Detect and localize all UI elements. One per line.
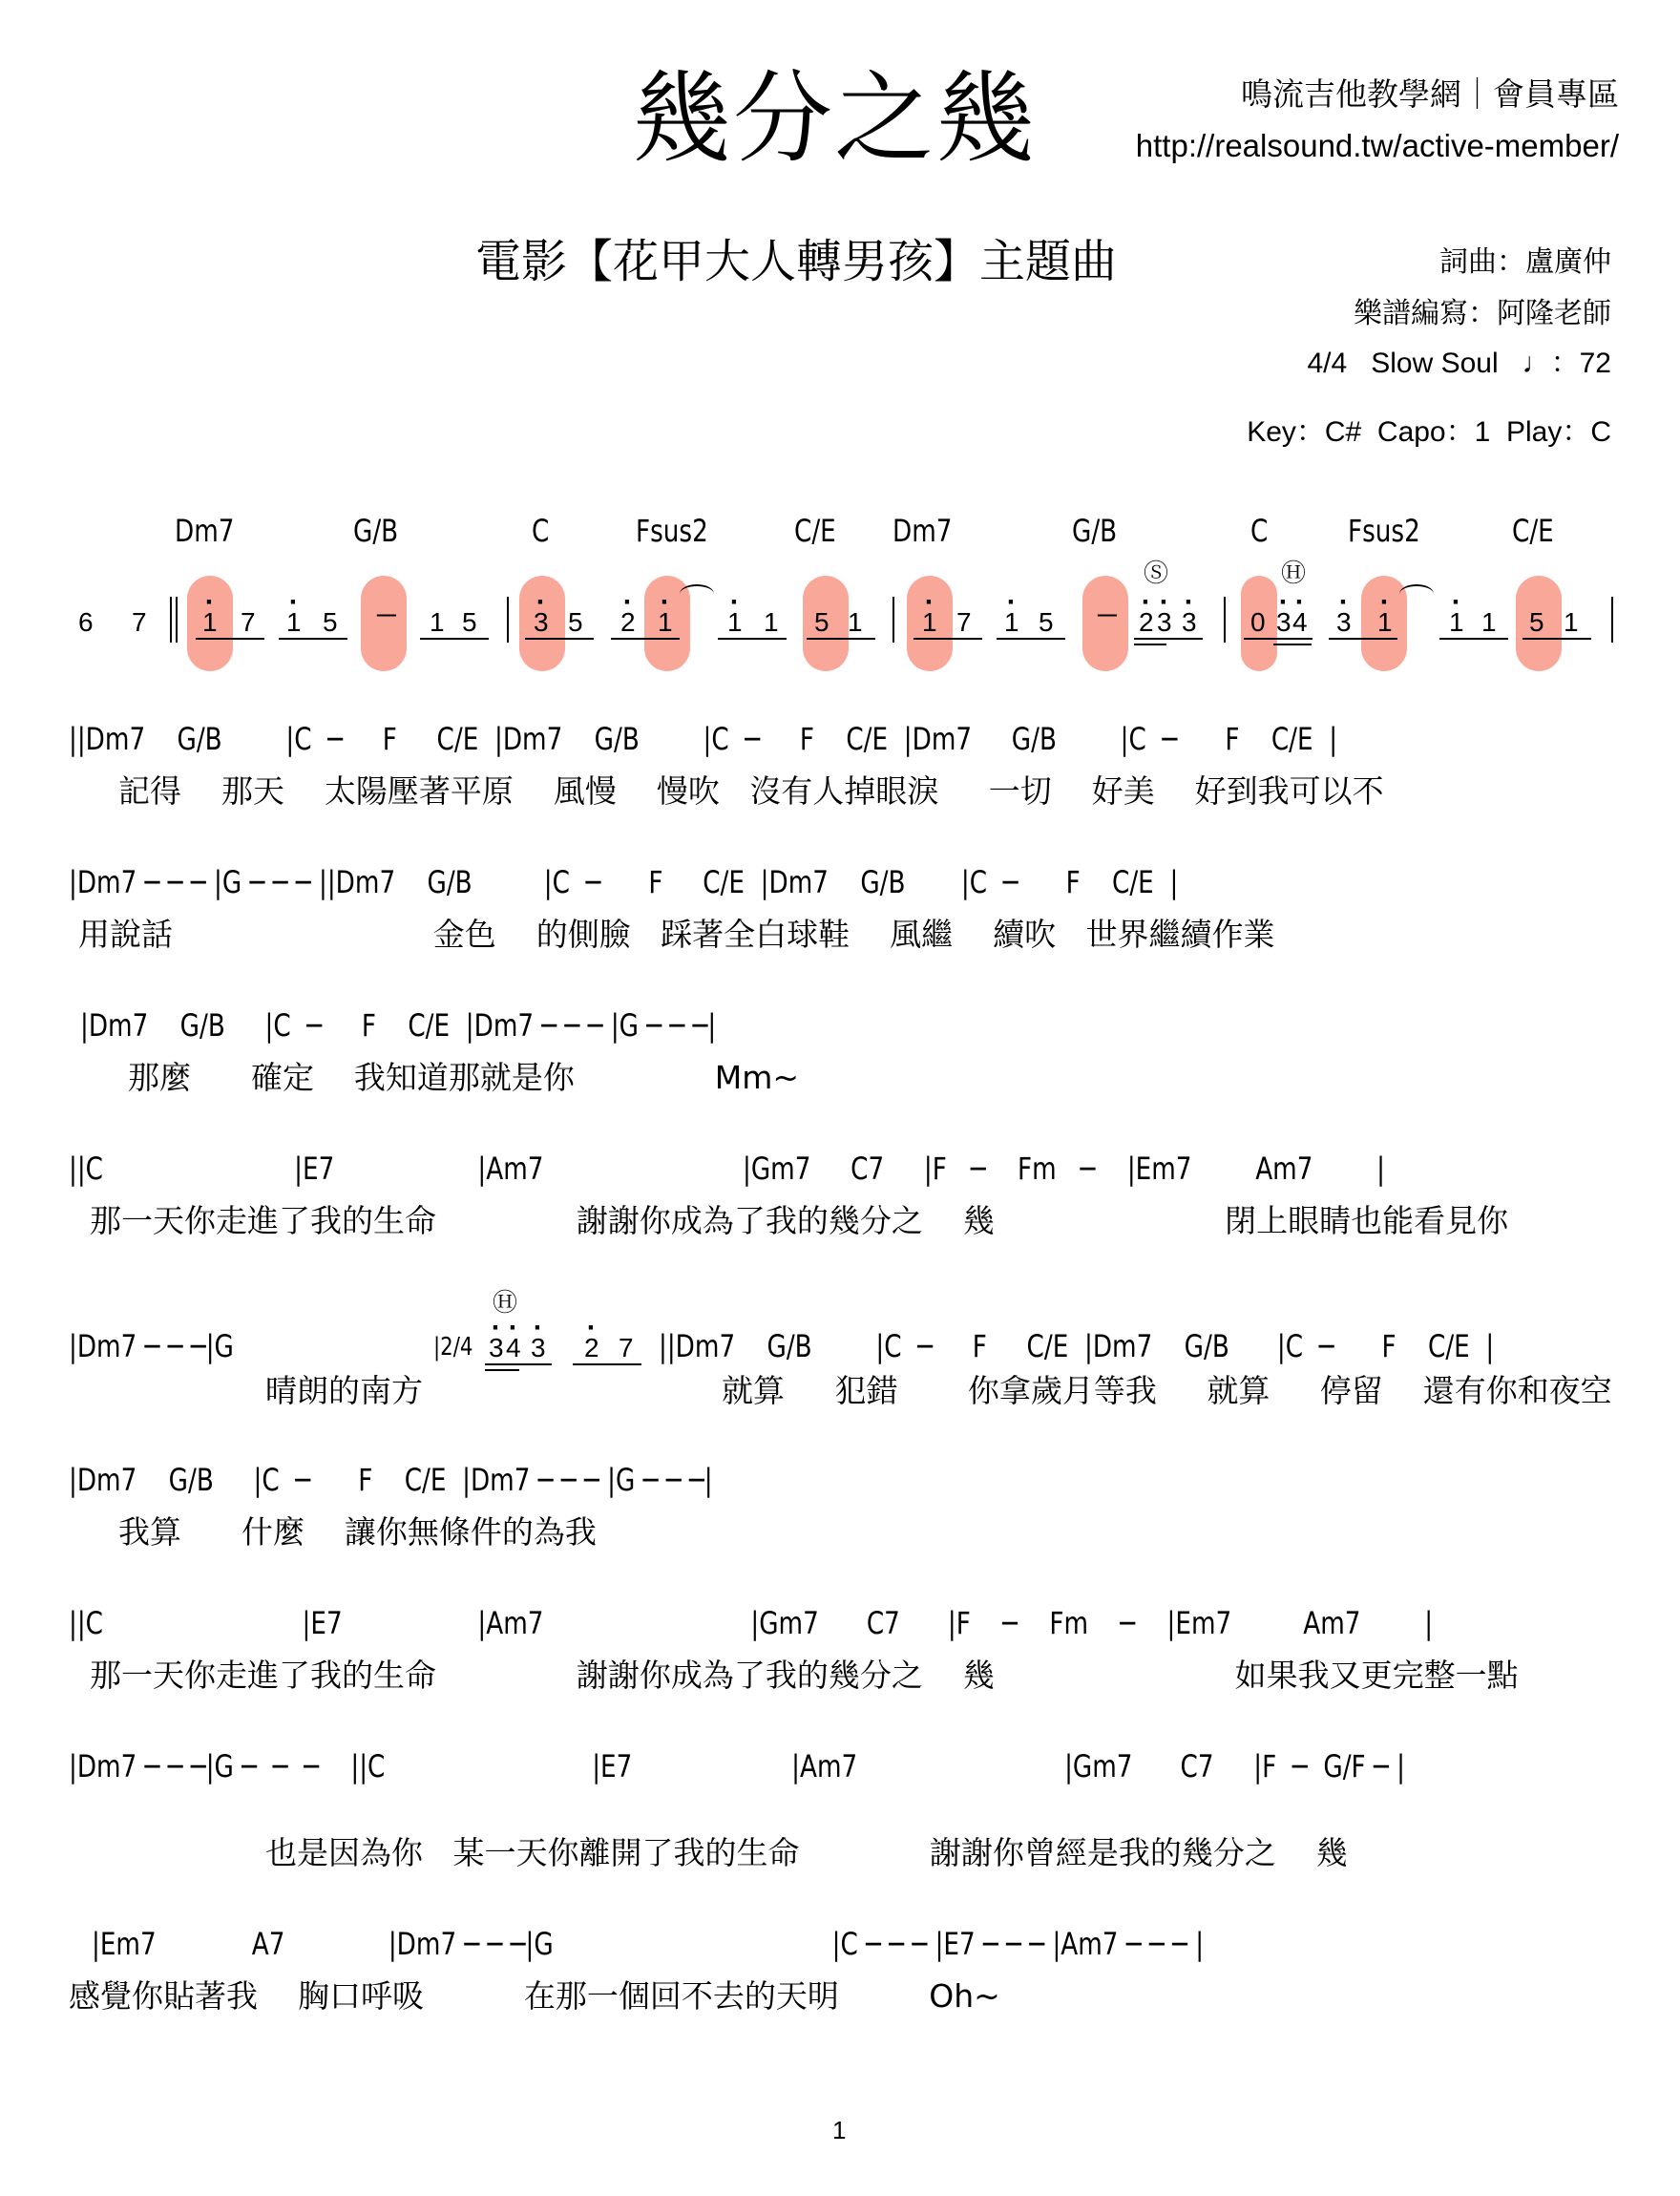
tie-mark <box>680 584 714 603</box>
note: · 1 <box>202 609 218 636</box>
chord-line: |Dm7 ─ ─ ─|G ─ ─ ─ ||C |E7 |Am7 |Gm7 C7 |F ─ G/F ─ | <box>69 1748 1405 1784</box>
chord-line: |Dm7 ─ ─ ─ |G ─ ─ ─ ||Dm7 G/B |C ─ F C/E |Dm7 G/B |C ─ F C/E | <box>69 864 1179 900</box>
note: 0 <box>1250 607 1266 637</box>
note: · 3 <box>1182 609 1197 636</box>
note: 5 <box>814 607 830 637</box>
barline <box>507 597 509 643</box>
lyric-line: 就算 犯錯 你拿歲月等我 就算 停留 還有你和夜空 <box>722 1372 1612 1409</box>
note: · 3 <box>1336 609 1352 636</box>
beam <box>807 638 875 640</box>
note: · 1 <box>922 609 937 636</box>
chord-line: ||C |E7 |Am7 |Gm7 C7 |F ─ Fm ─ |Em7 Am7 | <box>69 1605 1434 1641</box>
lyric-line: 那一天你走進了我的生命 謝謝你成為了我的幾分之 幾 如果我又更完整一點 <box>90 1657 1519 1694</box>
note: · 1 <box>727 609 743 636</box>
beam <box>1522 638 1591 640</box>
note: · 2 <box>1139 609 1154 636</box>
note: 1 <box>1481 607 1497 637</box>
note: · 2 <box>620 609 636 636</box>
lyric-line: 我算 什麼 讓你無條件的為我 <box>118 1513 597 1551</box>
note: · 1 <box>286 609 302 636</box>
arranger: 樂譜編寫：阿隆老師 <box>1354 297 1611 330</box>
intro-chord: Fsus2 <box>636 513 708 549</box>
note: · 1 <box>1004 609 1019 636</box>
note: 1 <box>1564 607 1579 637</box>
note: 7 <box>619 1333 634 1362</box>
note: ─ <box>377 600 396 629</box>
beam <box>718 638 787 640</box>
beam <box>420 638 489 640</box>
intro-chord: G/B <box>1072 513 1118 549</box>
chord-line: |Em7 A7 |Dm7 ─ ─ ─|G |C ─ ─ ─ |E7 ─ ─ ─ |Am7 ─ ─ ─ | <box>92 1926 1205 1962</box>
note: 7 <box>241 607 256 637</box>
chord-line: |Dm7 ─ ─ ─|G <box>69 1328 234 1364</box>
note: 5 <box>462 607 477 637</box>
intro-chord: Dm7 <box>892 513 953 549</box>
chord-line: ||C |E7 |Am7 |Gm7 C7 |F ─ Fm ─ |Em7 Am7 | <box>69 1151 1385 1187</box>
note: 1 <box>430 607 445 637</box>
lyric-line: 也是因為你 某一天你離開了我的生命 謝謝你曾經是我的幾分之 幾 <box>265 1834 1348 1871</box>
beam <box>611 638 680 640</box>
note: 5 <box>1039 607 1054 637</box>
beam <box>279 638 347 640</box>
note: · 3 <box>489 1335 504 1362</box>
barline <box>892 597 894 643</box>
hammer-on-mark: Ⓗ <box>493 1289 518 1318</box>
double-barline <box>176 597 178 643</box>
chord-line: |Dm7 G/B |C ─ F C/E |Dm7 ─ ─ ─ |G ─ ─ ─| <box>80 1007 717 1044</box>
note: 5 <box>568 607 583 637</box>
beam <box>196 638 264 640</box>
intro-chord: C/E <box>1512 513 1554 549</box>
site-name: 鳴流吉他教學網｜會員專區 <box>1241 75 1619 113</box>
lyricist-composer: 詞曲：盧廣仲 <box>1439 245 1611 279</box>
beam <box>1439 638 1508 640</box>
chord-line: ||Dm7 G/B |C ─ F C/E |Dm7 G/B |C ─ F C/E | <box>659 1328 1495 1364</box>
intro-chord: C <box>1250 513 1269 549</box>
beam <box>485 1369 519 1371</box>
beam <box>1329 638 1397 640</box>
note: · 3 <box>1157 609 1172 636</box>
lyric-line: 感覺你貼著我 胸口呼吸 在那一個回不去的天明 Oh~ <box>69 1977 1000 2015</box>
note: · 3 <box>1276 609 1292 636</box>
note: 5 <box>323 607 338 637</box>
intro-chord: C <box>532 513 550 549</box>
song-subtitle: 電影【花甲大人轉男孩】主題曲 <box>475 235 1118 288</box>
note: · 1 <box>1449 609 1464 636</box>
chord-line: |Dm7 G/B |C ─ F C/E |Dm7 ─ ─ ─ |G ─ ─ ─| <box>69 1462 713 1498</box>
key-info: Key：C# Capo：1 Play：C <box>1247 416 1611 448</box>
beam <box>1134 644 1166 645</box>
song-title: 幾分之幾 <box>632 60 1038 177</box>
note: 5 <box>1529 607 1544 637</box>
lyric-line: 用說話 金色 的側臉 踩著全白球鞋 風繼 續吹 世界繼續作業 <box>78 916 1275 953</box>
intro-chord: Fsus2 <box>1348 513 1420 549</box>
hammer-on-mark: Ⓗ <box>1281 560 1307 588</box>
lyric-line: 那麼 確定 我知道那就是你 Mm~ <box>128 1059 800 1096</box>
page-number: 1 <box>832 2116 847 2144</box>
note: · 1 <box>1377 609 1393 636</box>
note: 7 <box>956 607 972 637</box>
note: · 3 <box>531 1335 546 1362</box>
barline <box>1611 597 1613 643</box>
beam <box>525 638 594 640</box>
lyric-line: 晴朗的南方 <box>265 1372 423 1409</box>
intro-chord: C/E <box>794 513 836 549</box>
note: · 4 <box>506 1335 521 1362</box>
note: 1 <box>764 607 779 637</box>
slide-mark: Ⓢ <box>1144 560 1169 588</box>
chord-line: ||Dm7 G/B |C ─ F C/E |Dm7 G/B |C ─ F C/E |Dm7 G/B |C ─ F C/E | <box>69 721 1338 757</box>
barline <box>1224 597 1226 643</box>
note: · 1 <box>658 609 673 636</box>
intro-chord: G/B <box>353 513 399 549</box>
site-url[interactable]: http://realsound.tw/active-member/ <box>1135 128 1619 163</box>
tie-mark <box>1399 584 1434 603</box>
note: · 2 <box>584 1335 599 1362</box>
double-barline <box>170 597 172 643</box>
beam <box>1273 644 1312 645</box>
time-signature-change: |2/4 <box>433 1333 473 1362</box>
lyric-line: 那一天你走進了我的生命 謝謝你成為了我的幾分之 幾 閉上眼睛也能看見你 <box>90 1202 1509 1239</box>
intro-chord: Dm7 <box>175 513 235 549</box>
beam <box>1134 638 1203 640</box>
note: · 4 <box>1292 609 1308 636</box>
lyric-line: 記得 那天 太陽壓著平原 風慢 慢吹 沒有人掉眼淚 一切 好美 好到我可以不 <box>118 772 1384 810</box>
beam <box>997 638 1065 640</box>
beam <box>914 638 982 640</box>
beam <box>573 1363 641 1365</box>
beam <box>485 1363 552 1365</box>
beam <box>1244 638 1312 640</box>
note: 1 <box>848 607 863 637</box>
note: ─ <box>1098 600 1117 629</box>
note: · 3 <box>534 609 549 636</box>
tempo-info: 4/4 Slow Soul ♩：72 <box>1307 348 1611 379</box>
pickup-note: 6 <box>78 607 94 637</box>
pickup-note: 7 <box>132 607 147 637</box>
